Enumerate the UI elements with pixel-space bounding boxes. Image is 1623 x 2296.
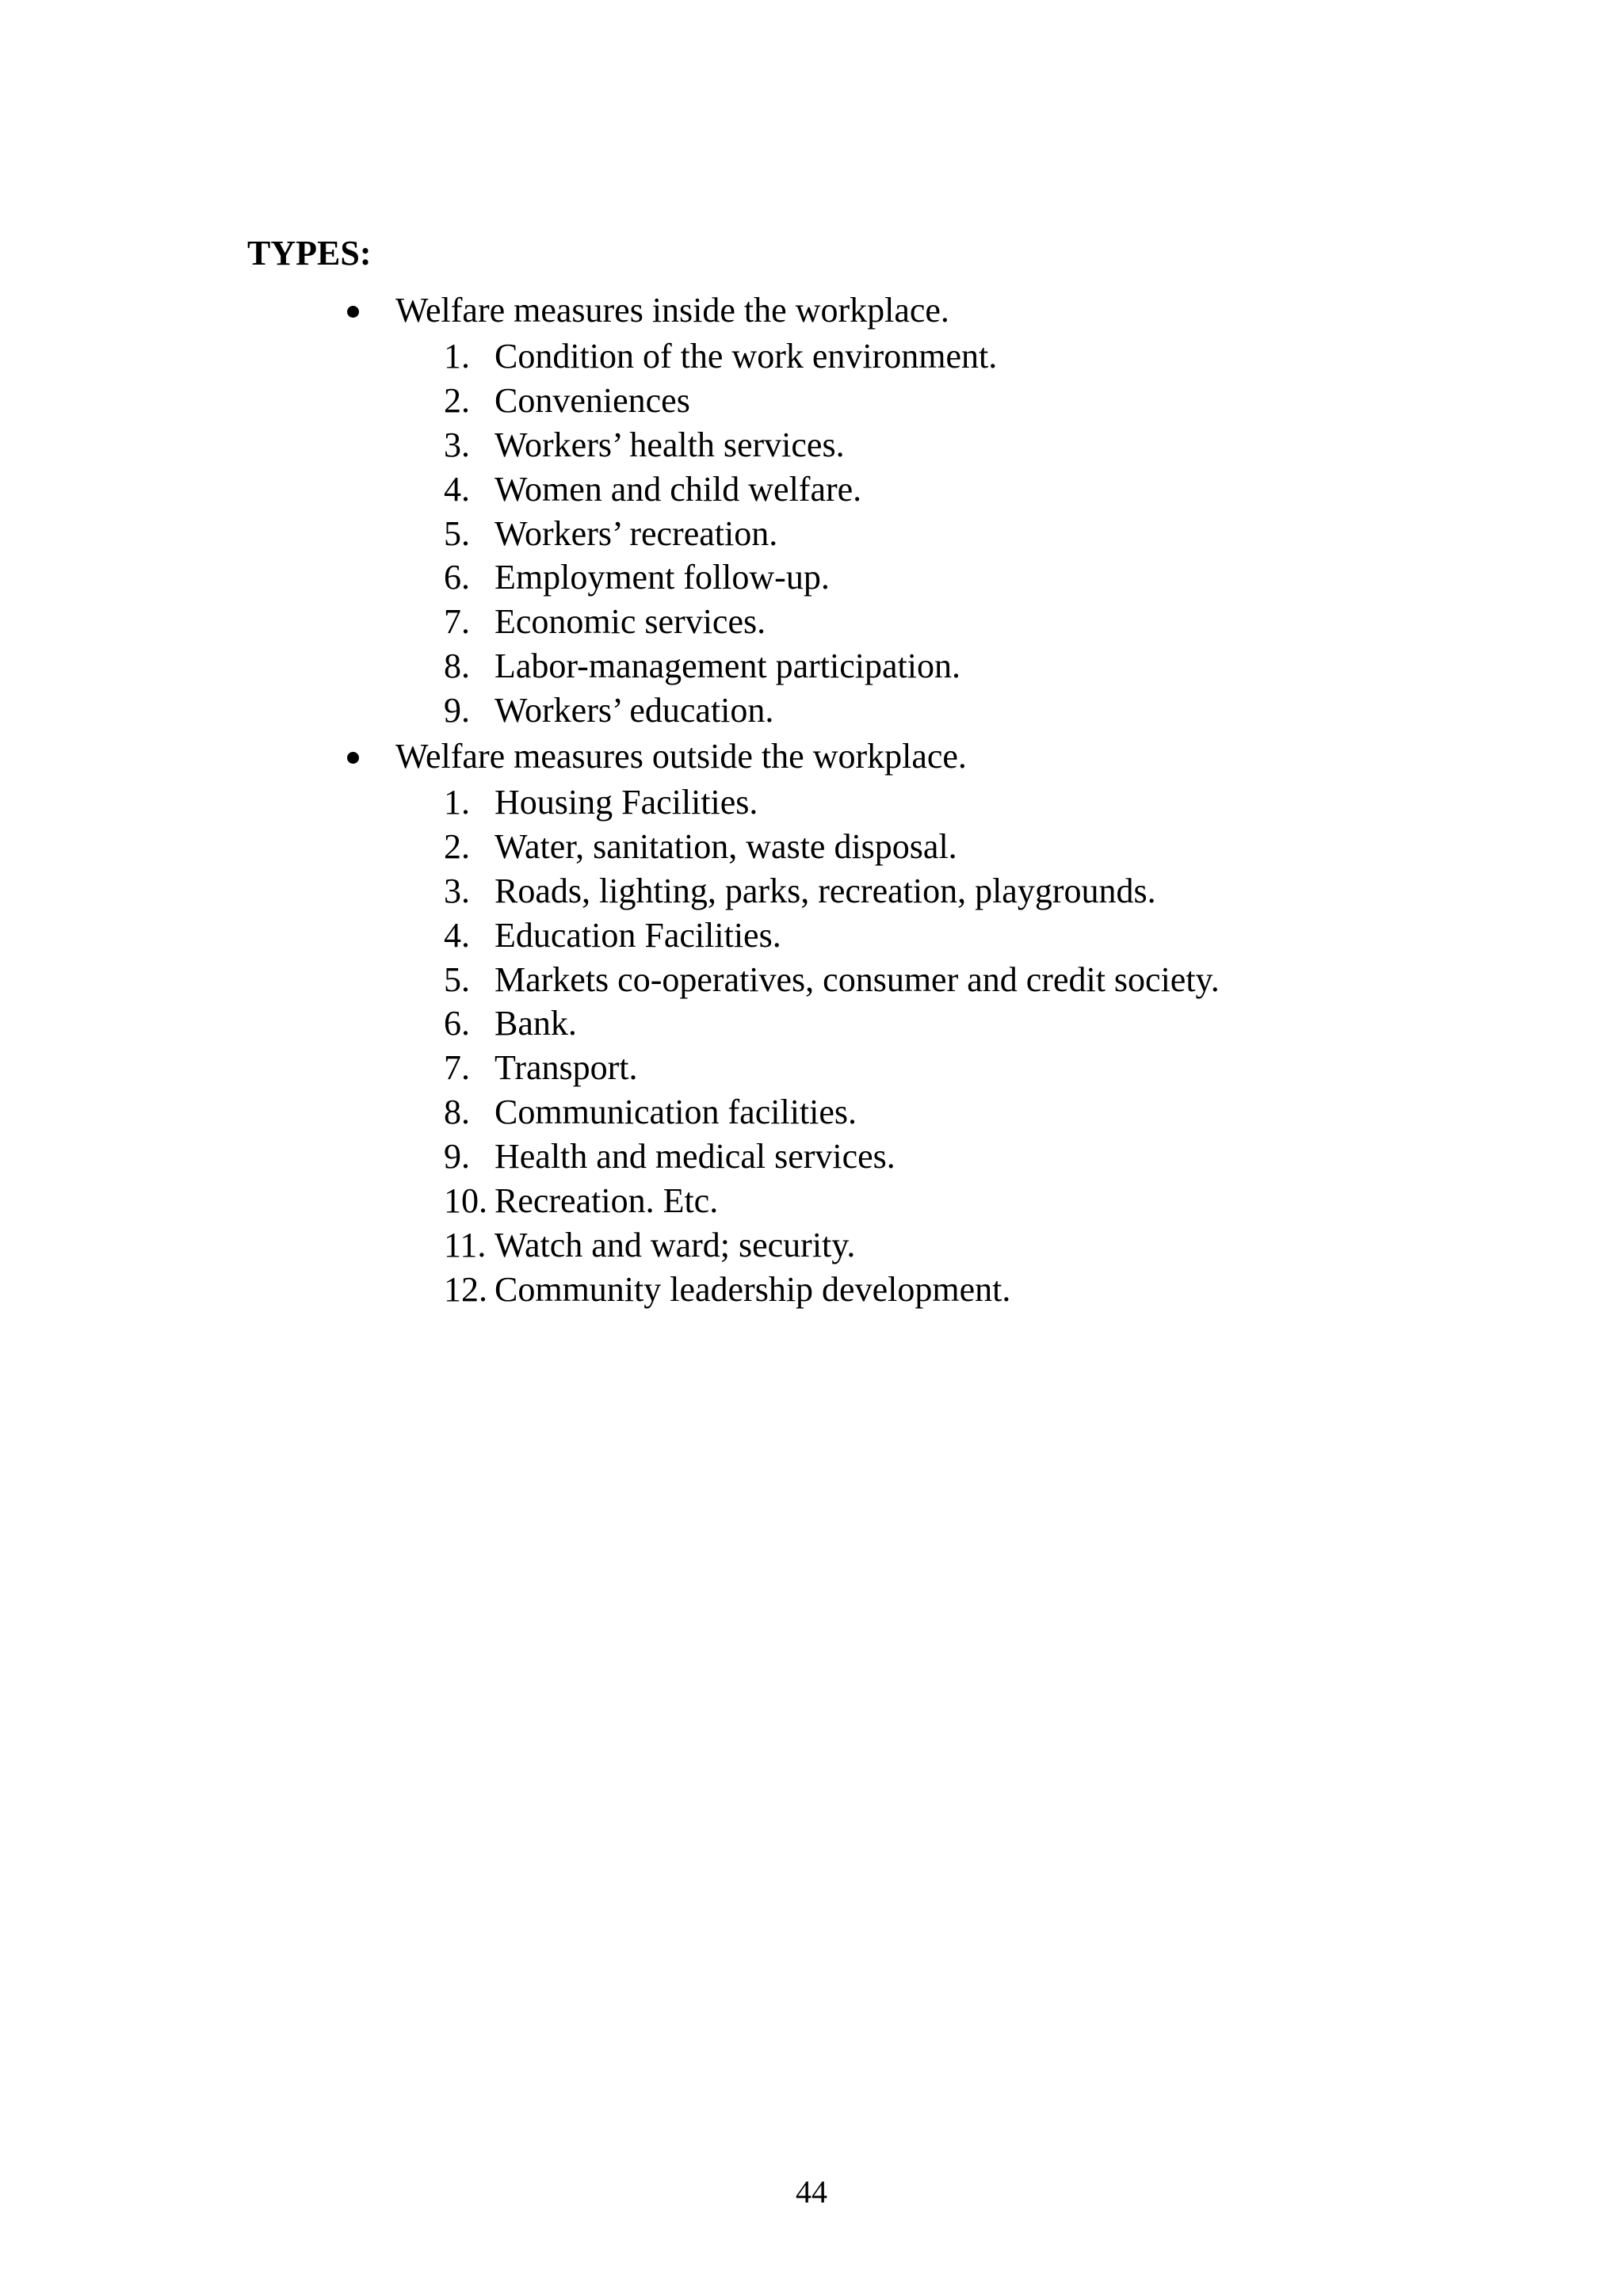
- item-text: Housing Facilities.: [495, 783, 758, 822]
- item-number: 8.: [444, 646, 470, 686]
- list-item: [0, 512, 1623, 556]
- list-item: [0, 1268, 1623, 1312]
- item-text: Employment follow-up.: [495, 558, 830, 597]
- item-text: Condition of the work environment.: [495, 337, 998, 376]
- item-text: Labor-management participation.: [495, 646, 960, 686]
- item-text: Economic services.: [495, 602, 766, 642]
- item-text: Roads, lighting, parks, recreation, playgrounds.: [495, 871, 1156, 910]
- item-number: 4.: [444, 469, 470, 509]
- list-item: [0, 600, 1623, 644]
- list-item: [0, 688, 1623, 733]
- list-item: [0, 1135, 1623, 1179]
- list-item: [0, 1001, 1623, 1046]
- section-heading: TYPES:: [247, 234, 372, 273]
- item-number: 3.: [444, 425, 470, 464]
- item-text: Markets co-operatives, consumer and credit society.: [495, 959, 1220, 999]
- list-item: [0, 913, 1623, 958]
- item-text: Watch and ward; security.: [495, 1225, 856, 1264]
- item-number: 2.: [444, 380, 470, 420]
- list-item: [0, 869, 1623, 913]
- item-number: 7.: [444, 602, 470, 642]
- list-item: [0, 379, 1623, 423]
- list-item: [0, 423, 1623, 467]
- page-number: 44: [796, 2174, 827, 2210]
- item-number: 11.: [444, 1225, 487, 1264]
- numbered-list: [0, 780, 1623, 1312]
- item-text: Recreation. Etc.: [495, 1181, 719, 1221]
- bullet-dot-icon: [347, 306, 359, 318]
- list-item: [0, 958, 1623, 1002]
- item-text: Workers’ health services.: [495, 425, 845, 464]
- item-number: 4.: [444, 915, 470, 955]
- welfare-inside-section: [0, 287, 1623, 733]
- list-item: [0, 825, 1623, 869]
- item-number: 6.: [444, 558, 470, 597]
- bullet-dot-icon: [347, 752, 359, 764]
- list-item: [0, 467, 1623, 512]
- item-number: 7.: [444, 1048, 470, 1088]
- item-number: 6.: [444, 1004, 470, 1043]
- bullet-item: [0, 287, 1623, 334]
- bullet-text: Welfare measures inside the workplace.: [395, 291, 949, 330]
- list-item: [0, 555, 1623, 600]
- list-item: [0, 780, 1623, 825]
- item-number: 9.: [444, 691, 470, 730]
- item-text: Community leadership development.: [495, 1269, 1011, 1309]
- item-number: 2.: [444, 826, 470, 866]
- list-item: [0, 1046, 1623, 1090]
- welfare-outside-section: [0, 733, 1623, 1312]
- list-item: [0, 1179, 1623, 1223]
- bullet-text: Welfare measures outside the workplace.: [395, 737, 967, 776]
- item-text: Conveniences: [495, 380, 690, 420]
- item-text: Women and child welfare.: [495, 469, 862, 509]
- item-text: Bank.: [495, 1004, 577, 1043]
- item-text: Water, sanitation, waste disposal.: [495, 826, 957, 866]
- item-text: Transport.: [495, 1048, 638, 1088]
- item-text: Communication facilities.: [495, 1093, 857, 1132]
- item-number: 1.: [444, 337, 470, 376]
- numbered-list: [0, 334, 1623, 733]
- item-number: 10.: [444, 1181, 487, 1221]
- bullet-item: [0, 733, 1623, 780]
- list-item: [0, 644, 1623, 688]
- item-number: 5.: [444, 959, 470, 999]
- item-text: Workers’ recreation.: [495, 513, 778, 553]
- list-item: [0, 1223, 1623, 1268]
- item-number: 3.: [444, 871, 470, 910]
- item-text: Workers’ education.: [495, 691, 774, 730]
- item-number: 5.: [444, 513, 470, 553]
- item-number: 1.: [444, 783, 470, 822]
- item-text: Health and medical services.: [495, 1137, 896, 1177]
- list-item: [0, 334, 1623, 379]
- item-number: 12.: [444, 1269, 487, 1309]
- item-number: 8.: [444, 1093, 470, 1132]
- item-text: Education Facilities.: [495, 915, 781, 955]
- list-item: [0, 1090, 1623, 1135]
- item-number: 9.: [444, 1137, 470, 1177]
